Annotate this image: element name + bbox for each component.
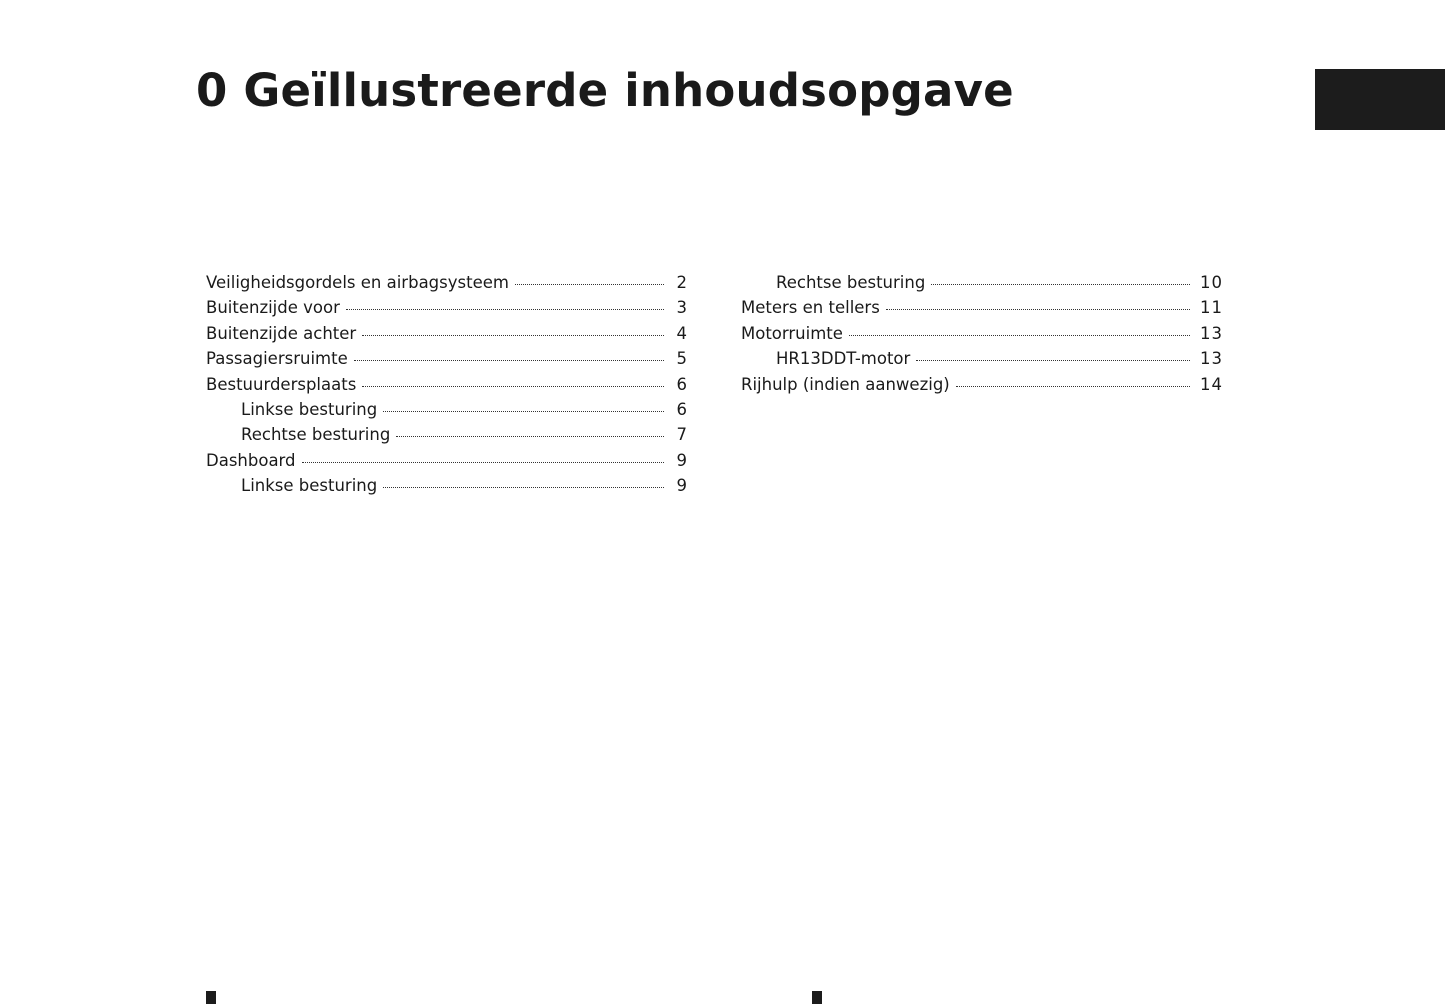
toc-left-column [206, 270, 688, 499]
toc-dot-leader [346, 309, 664, 310]
toc-entry[interactable] [206, 270, 688, 295]
toc-entry-label: Passagiersruimte [206, 349, 348, 369]
toc-entry-page: 5 [676, 349, 688, 369]
toc-entry-page: 4 [676, 323, 688, 343]
toc-entry-label: Meters en tellers [741, 298, 880, 318]
toc-dot-leader [916, 360, 1190, 361]
toc-entry-page: 13 [1200, 349, 1223, 369]
toc-entry-label: Rijhulp (indien aanwezig) [741, 374, 950, 394]
toc-entry-label: Linkse besturing [241, 399, 378, 419]
toc-dot-leader [362, 386, 664, 387]
toc-entry-label: Buitenzijde voor [206, 298, 340, 318]
toc-entry-label: HR13DDT-motor [776, 349, 911, 369]
toc-dot-leader [515, 284, 664, 285]
toc-entry-label: Dashboard [206, 450, 296, 470]
toc-dot-leader [396, 436, 664, 437]
toc-entry-page: 11 [1200, 298, 1223, 318]
toc-entry-label: Rechtse besturing [776, 273, 926, 292]
page-title: 0 Geïllustreerde inhoudsopgave [196, 64, 1014, 117]
toc-entry-page: 13 [1200, 323, 1223, 343]
column-marker-right [812, 991, 822, 1004]
toc-entry[interactable] [741, 295, 1223, 320]
toc-dot-leader [354, 360, 664, 361]
toc-dot-leader [383, 487, 664, 488]
toc-entry-label: Linkse besturing [241, 476, 378, 496]
toc-entry-label: Veiligheidsgordels en airbagsysteem [206, 273, 509, 292]
toc-entry[interactable] [741, 321, 1223, 346]
toc-entry[interactable] [206, 321, 688, 346]
toc-subentry[interactable] [741, 270, 1223, 295]
toc-entry-page: 9 [676, 476, 688, 496]
toc-right-column [741, 270, 1223, 397]
toc-dot-leader [956, 386, 1190, 387]
toc-entry-page: 6 [676, 374, 688, 394]
toc-entry[interactable] [206, 372, 688, 397]
toc-entry-page: 3 [676, 298, 688, 318]
toc-entry-page: 9 [676, 450, 688, 470]
toc-dot-leader [383, 411, 664, 412]
toc-dot-leader [302, 462, 664, 463]
toc-subentry[interactable] [206, 397, 688, 422]
toc-entry-page: 14 [1200, 374, 1223, 394]
toc-entry-page: 2 [676, 273, 688, 292]
toc-entry-label: Rechtse besturing [241, 425, 391, 445]
toc-entry[interactable] [206, 448, 688, 473]
toc-dot-leader [886, 309, 1190, 310]
toc-dot-leader [849, 335, 1190, 336]
toc-entry-label: Motorruimte [741, 323, 843, 343]
toc-subentry[interactable] [206, 473, 688, 498]
toc-dot-leader [362, 335, 664, 336]
toc-entry[interactable] [206, 295, 688, 320]
chapter-tab [1315, 69, 1445, 130]
toc-subentry[interactable] [206, 422, 688, 447]
column-marker-left [206, 991, 216, 1004]
toc-entry-label: Buitenzijde achter [206, 323, 357, 343]
toc-entry-page: 6 [676, 399, 688, 419]
toc-dot-leader [931, 284, 1190, 285]
toc-entry-page: 7 [676, 425, 688, 445]
toc-entry-page: 10 [1200, 273, 1223, 292]
toc-entry-label: Bestuurdersplaats [206, 374, 357, 394]
toc-subentry[interactable] [741, 346, 1223, 371]
toc-entry[interactable] [741, 372, 1223, 397]
toc-entry[interactable] [206, 346, 688, 371]
